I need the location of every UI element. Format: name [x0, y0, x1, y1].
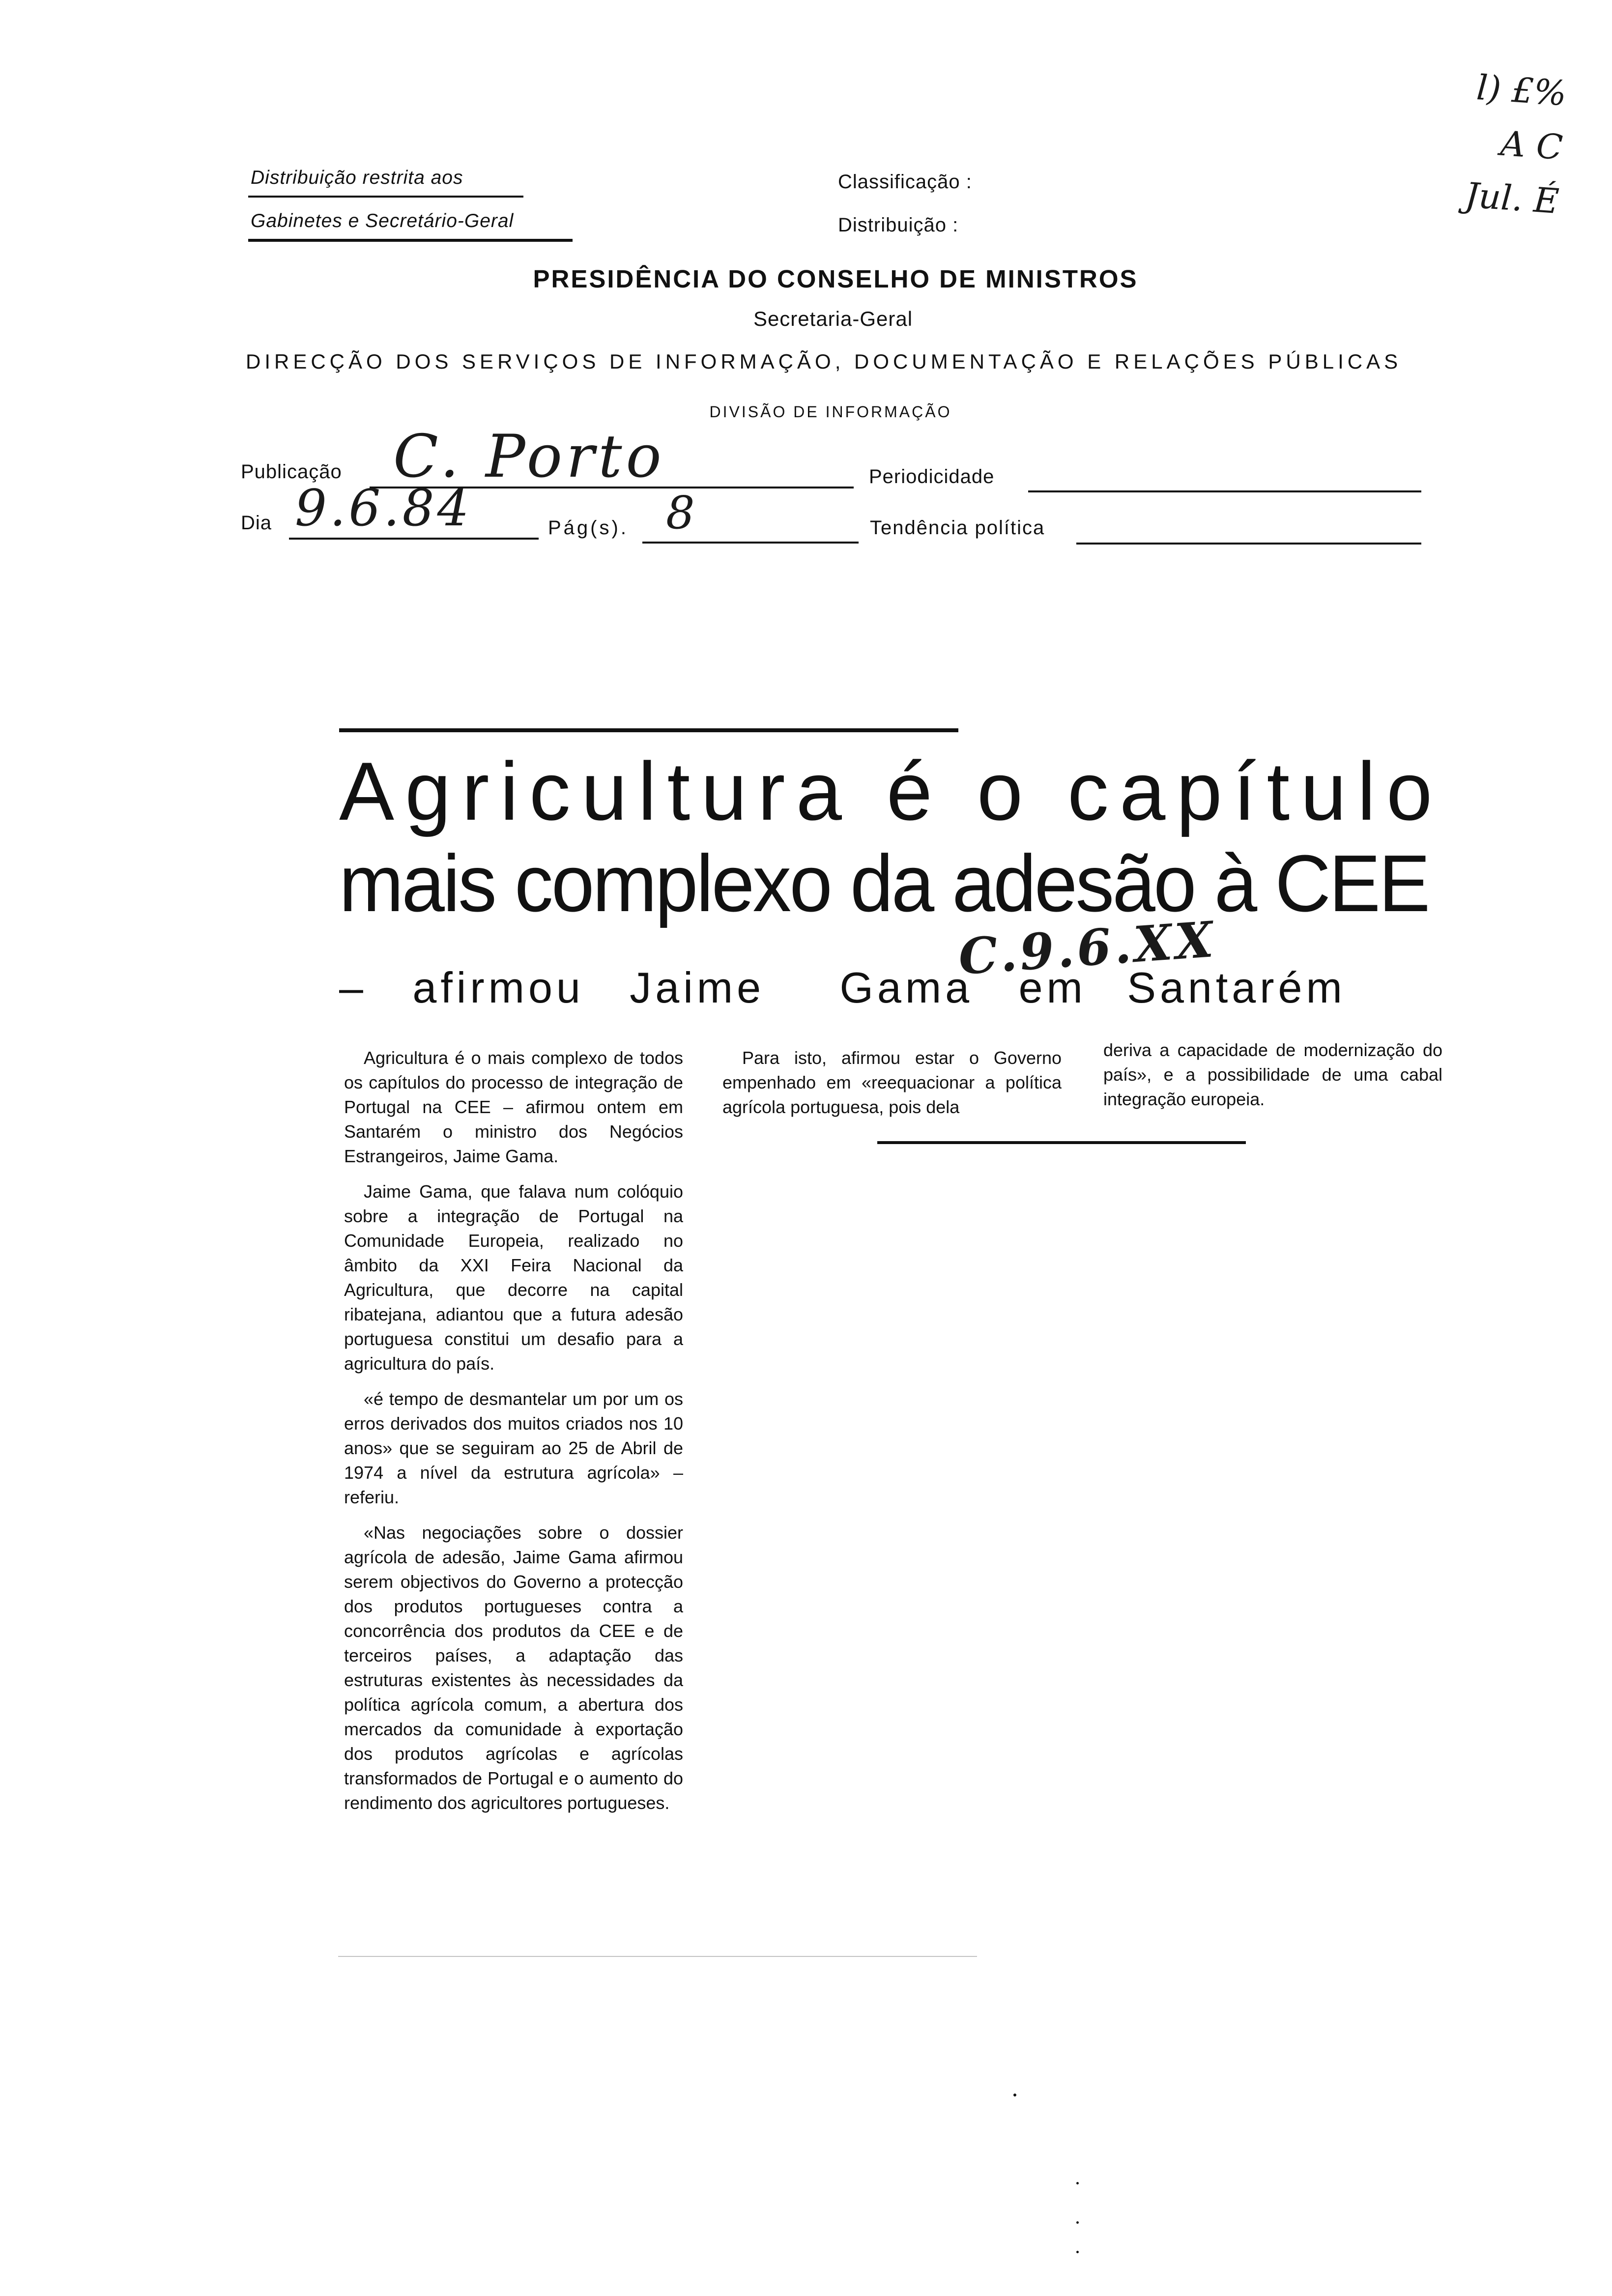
- publication-value: C. Porto: [393, 423, 665, 491]
- scan-speck-1: [338, 1956, 977, 1957]
- corner-note-line-1: l) £%: [1475, 67, 1568, 114]
- col3-paragraph-1: deriva a capacidade de modernização do país», e a possibilidade de uma cabal integração europeia.: [1103, 1040, 1442, 1109]
- corner-note-line-3: Jul. É: [1464, 174, 1560, 222]
- col2-paragraph-1: Para isto, afirmou estar o Governo empenhado em «reequacionar a política agrícola portuguesa, pois dela: [722, 1048, 1062, 1117]
- day-label: Dia: [241, 512, 272, 534]
- subtitle-part-3: em Santarém: [1018, 963, 1346, 1012]
- corner-annotation: [1341, 52, 1568, 229]
- periodicity-label: Periodicidade: [869, 466, 995, 488]
- distribution-label: Distribuição :: [838, 214, 959, 236]
- secretariat-title: Secretaria-Geral: [753, 307, 913, 330]
- classification-label: Classificação :: [838, 171, 972, 193]
- directorate-title: DIRECÇÃO DOS SERVIÇOS DE INFORMAÇÃO, DOCUMENTAÇÃO E RELAÇÕES PÚBLICAS: [246, 350, 1402, 373]
- distribution-note-line-1: Distribuição restrita aos: [251, 167, 463, 188]
- subtitle-part-2: Gama: [839, 963, 974, 1012]
- presidency-title: PRESIDÊNCIA DO CONSELHO DE MINISTROS: [533, 265, 1138, 293]
- headline-line-1: Agricultura é o capítulo: [339, 745, 1443, 837]
- headline-handwritten-note: C.9.6.XX: [956, 910, 1218, 986]
- col1-paragraph-4: «Nas negociações sobre o dossier agrícola de adesão, Jaime Gama afirmou serem objectivos do Governo a protecção dos produtos portugueses contra a concorrência dos produtos da CEE e de terceiros países, a adaptação das estruturas existentes às necessidades da política agrícola comum, a abertura dos mercados da comunidade à exportação dos produtos agrícolas e agrícolas transformados de Portugal e o aumento do rendimento dos agricultores portugueses.: [344, 1522, 683, 1813]
- distribution-rule-2: [248, 239, 573, 242]
- political-label: Tendência política: [870, 517, 1045, 539]
- day-line: [289, 538, 539, 540]
- periodicity-line: [1028, 490, 1421, 492]
- article-column-2: [722, 1046, 1062, 1130]
- headline-line-2: mais complexo da adesão à CEE: [339, 838, 1429, 928]
- col1-paragraph-3: «é tempo de desmantelar um por um os erros derivados dos muitos criados nos 10 anos» que se seguiram ao 25 de Abril de 1974 a nível da estrutura agrícola» – referiu.: [344, 1389, 683, 1507]
- subtitle: [339, 963, 1445, 1012]
- article-column-3: [1103, 1038, 1442, 1122]
- corner-note-line-2: A C: [1499, 123, 1564, 168]
- political-line: [1076, 543, 1421, 545]
- subtitle-part-1: – afirmou Jaime: [339, 963, 765, 1012]
- col1-paragraph-1: Agricultura é o mais complexo de todos os capítulos do processo de integração de Portugal na CEE – afirmou ontem em Santarém o ministro dos Negócios Estrangeiros, Jaime Gama.: [344, 1048, 683, 1166]
- distribution-note-line-2: Gabinetes e Secretário-Geral: [251, 210, 514, 231]
- pages-line: [642, 542, 859, 544]
- scan-speck-4: [1076, 2221, 1079, 2224]
- distribution-rule-1: [248, 196, 523, 198]
- pages-label: Pág(s).: [548, 517, 629, 539]
- scan-speck-3: [1076, 2182, 1079, 2184]
- article-column-1: [344, 1046, 683, 1826]
- article-end-rule: [877, 1141, 1246, 1144]
- day-value: 9.6.84: [295, 479, 472, 538]
- scan-speck-2: [1013, 2094, 1016, 2096]
- pages-value: 8: [666, 487, 695, 539]
- division-title: DIVISÃO DE INFORMAÇÃO: [709, 403, 952, 421]
- scan-speck-5: [1076, 2251, 1079, 2253]
- col1-paragraph-2: Jaime Gama, que falava num colóquio sobre a integração de Portugal na Comunidade Europeia, realizado no âmbito da XXI Feira Nacional da Agricultura, que decorre na capital ribatejana, adiantou que a futura adesão portuguesa constitui um desafio para a agricultura do país.: [344, 1181, 683, 1374]
- publication-label: Publicação: [241, 461, 342, 483]
- headline-top-rule: [339, 728, 958, 732]
